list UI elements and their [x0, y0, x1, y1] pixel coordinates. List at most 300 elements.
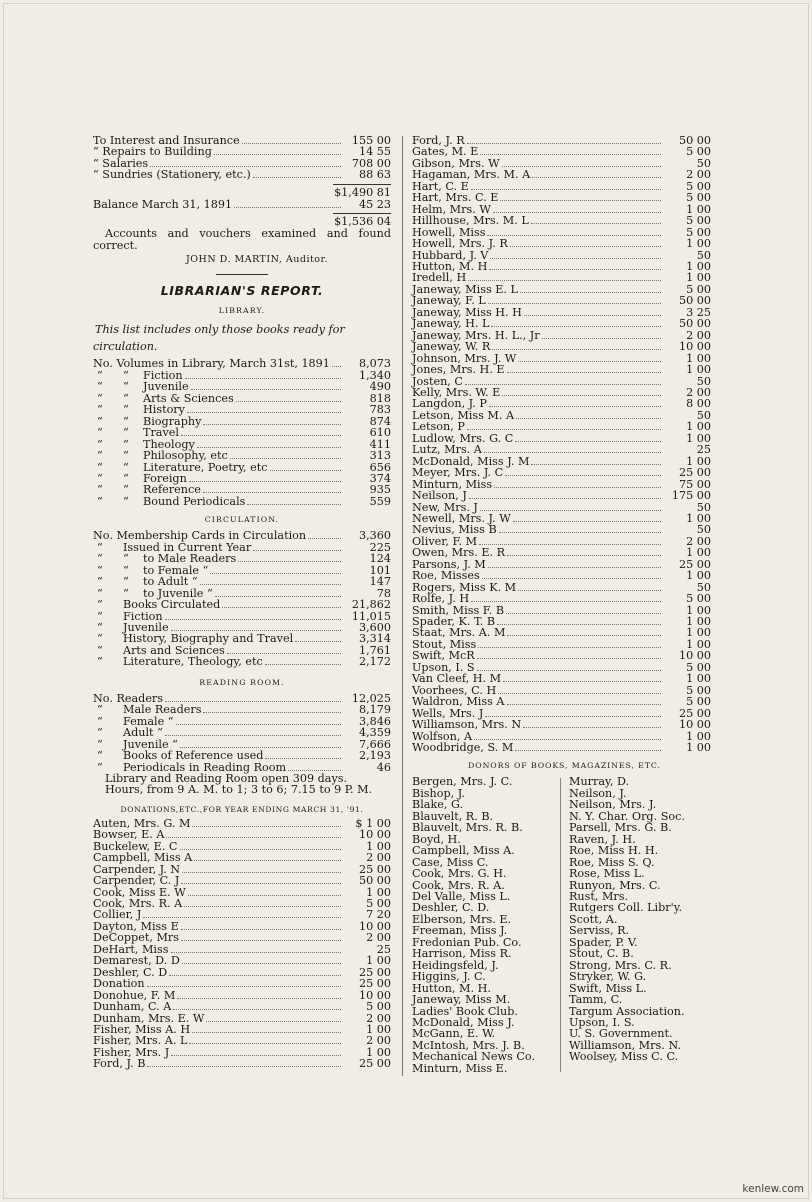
ditto-mark: “: [97, 494, 103, 508]
donation-row-amount: 5 00: [686, 683, 711, 697]
reading-room-row-text: Juvenile “: [123, 737, 178, 751]
leader-dots: [169, 967, 341, 976]
reading-room-heading: READING ROOM.: [199, 677, 285, 687]
donation-row-text: McDonald, Miss J. M: [412, 454, 530, 468]
circulation-row-label: [93, 656, 263, 667]
leader-dots: [516, 410, 661, 419]
reading-room-row-text: Male Readers: [123, 703, 202, 717]
donation-row-text: Letson, Miss M. A: [412, 408, 515, 422]
leader-dots: [206, 1013, 341, 1022]
donation-row-text: Owen, Mrs. E. R: [412, 546, 506, 560]
donation-row-amount: 5 00: [686, 191, 711, 205]
leader-dots: [185, 370, 341, 379]
left-column: [93, 135, 391, 1070]
reading-room-row-text: Adult “: [123, 726, 163, 740]
leader-dots: [182, 955, 341, 964]
leader-dots: [200, 576, 341, 585]
donation-row-text: Demarest, D. D: [93, 954, 180, 968]
library-row: [93, 404, 391, 415]
account-row-text: “ Salaries: [93, 156, 149, 170]
account-row-text: “ Repairs to Building: [93, 145, 212, 159]
donation-row-amount: 2 00: [686, 534, 711, 548]
donation-row-text: Hubbard, J. V: [412, 248, 489, 262]
leader-dots: [485, 708, 661, 717]
donor-name: Upson, I. S.: [569, 1015, 635, 1029]
ditto-mark: “: [97, 414, 103, 428]
donor-name: Raven, J. H.: [569, 832, 636, 846]
leader-dots: [236, 393, 341, 402]
leader-dots: [468, 272, 661, 281]
donation-row-text: New, Mrs. J: [412, 500, 478, 514]
leader-dots: [487, 227, 661, 236]
donation-row-text: Spader, K. T. B: [412, 615, 496, 629]
ditto-mark: “: [97, 586, 103, 600]
donor-name: Deshler, C. D.: [412, 901, 490, 915]
leader-dots: [242, 135, 341, 144]
leader-dots: [469, 490, 661, 499]
leader-dots: [191, 381, 341, 390]
donation-row-amount: 1 00: [686, 202, 711, 216]
donor-name: McIntosh, Mrs. J. B.: [412, 1038, 525, 1052]
library-row-amount: 411: [369, 437, 391, 451]
donation-row-text: Wells, Mrs. J: [412, 706, 484, 720]
leader-dots: [484, 444, 661, 453]
leader-dots: [480, 146, 661, 155]
donation-row-text: Rolfe, J. H: [412, 592, 470, 606]
circulation-row: [93, 542, 391, 553]
donors-divider: [560, 778, 561, 1072]
donation-row-amount: 50: [696, 408, 711, 422]
donation-row-amount: 2 00: [686, 168, 711, 182]
donor-name: Spader, P. V.: [569, 935, 638, 949]
circulation-row-text: to Female “: [143, 563, 209, 577]
donation-row-amount: 1 00: [366, 885, 391, 899]
leader-dots: [480, 502, 661, 511]
report-title: LIBRARIAN'S REPORT.: [160, 283, 324, 299]
leader-dots: [492, 341, 661, 350]
leader-dots: [490, 250, 661, 259]
library-row-text: Arts & Sciences: [143, 391, 234, 405]
donation-row-label: [412, 742, 513, 753]
leader-dots: [478, 639, 661, 648]
reading-room-row-amount: 3,846: [358, 714, 391, 728]
donation-row-amount: 5 00: [686, 214, 711, 228]
leader-dots: [171, 1047, 341, 1056]
leader-dots: [515, 742, 661, 751]
donation-row-amount: 7 20: [366, 908, 391, 922]
donor-name: McDonald, Miss J.: [412, 1015, 515, 1029]
subtotal-rule: [333, 184, 391, 185]
ditto-mark: “: [97, 643, 103, 657]
donation-row-text: Auten, Mrs. G. M: [93, 816, 191, 830]
leader-dots: [482, 570, 661, 579]
donation-row-amount: 1 00: [686, 363, 711, 377]
donor-name: Stout, C. B.: [569, 947, 634, 961]
donation-row-text: Meyer, Mrs. J. C: [412, 466, 504, 480]
ditto-mark: “: [97, 737, 103, 751]
donation-row-text: Buckelew, E. C: [93, 839, 178, 853]
leader-dots: [467, 135, 661, 144]
donation-row-amount: 50: [696, 248, 711, 262]
donor-name: Blauvelt, Mrs. R. B.: [412, 821, 523, 835]
donor-name: Boyd, H.: [412, 832, 461, 846]
leader-dots: [500, 192, 661, 201]
donation-row-text: Dunham, C. A: [93, 1000, 172, 1014]
donation-row-text: Jones, Mrs. H. E: [412, 363, 505, 377]
donor-name: Higgins, J. C.: [412, 970, 486, 984]
right-column: [412, 135, 711, 1076]
leader-dots: [477, 650, 661, 659]
ditto-mark: “: [123, 483, 129, 497]
ditto-mark: “: [123, 426, 129, 440]
donation-row-text: Janeway, H. L: [412, 317, 490, 331]
donation-row-text: Fisher, Mrs. J: [93, 1045, 170, 1059]
ditto-mark: “: [97, 449, 103, 463]
donor-name: Blauvelt, R. B.: [412, 809, 494, 823]
donation-row-amount: 1 00: [686, 259, 711, 273]
section-rule: [216, 274, 268, 275]
circulation-row: [93, 553, 391, 564]
donation-row-amount: 1 00: [366, 1045, 391, 1059]
donation-row-text: Helm, Mrs. W: [412, 202, 491, 216]
donation-row-amount: 25 00: [358, 862, 391, 876]
donation-row-text: Upson, I. S: [412, 660, 475, 674]
balance-row: [93, 199, 391, 210]
library-heading: LIBRARY.: [218, 306, 266, 316]
leader-dots: [507, 364, 661, 373]
donor-name: Hutton, M. H.: [412, 981, 491, 995]
reading-room-row-text: Periodicals in Reading Room: [123, 760, 287, 774]
donor-name: Murray, D.: [569, 775, 630, 789]
library-row-text: Reference: [143, 483, 201, 497]
donation-row-text: Lutz, Mrs. A: [412, 443, 482, 457]
library-row-text: Literature, Poetry, etc: [143, 460, 268, 474]
donation-row-amount: 2 00: [366, 851, 391, 865]
leader-dots: [222, 599, 341, 608]
ditto-mark: “: [97, 403, 103, 417]
leader-dots: [188, 887, 341, 896]
auditor-signature: JOHN D. MARTIN, Auditor.: [185, 254, 329, 266]
donation-row-amount: 1 00: [366, 1023, 391, 1037]
leader-dots: [147, 978, 341, 987]
library-row-text: Philosophy, etc: [143, 449, 228, 463]
donation-row-amount: 5 00: [686, 282, 711, 296]
leader-dots: [502, 387, 661, 396]
donation-row-amount: 5 00: [686, 145, 711, 159]
donation-row-amount: 50: [696, 500, 711, 514]
leader-dots: [189, 1035, 341, 1044]
donation-row-text: Hillhouse, Mrs. M. L: [412, 214, 529, 228]
reading-room-row-amount: 8,179: [358, 703, 391, 717]
donation-row-amount: 1 00: [686, 420, 711, 434]
donation-row-amount: 2 00: [366, 1034, 391, 1048]
circulation-row-text: Books Circulated: [123, 598, 221, 612]
donation-row-text: Josten, C: [412, 374, 463, 388]
donation-row: [412, 742, 711, 753]
library-row: [93, 416, 391, 427]
library-row-amount: 374: [369, 471, 391, 485]
circulation-row-text: Juvenile: [123, 620, 169, 634]
leader-dots: [513, 513, 661, 522]
leader-dots: [507, 627, 661, 636]
donation-row-text: Collier, J: [93, 908, 142, 922]
donor-name: Targum Association.: [569, 1004, 685, 1018]
donations-heading: DONATIONS,ETC.,FOR YEAR ENDING MARCH 31, '91.: [120, 804, 364, 814]
accounts-list: [93, 135, 391, 181]
leader-dots: [332, 358, 341, 367]
leader-dots: [166, 829, 341, 838]
ditto-mark: “: [97, 483, 103, 497]
circulation-row-amount: 1,761: [358, 643, 391, 657]
leader-dots: [165, 727, 341, 736]
donation-row-amount: 50: [696, 156, 711, 170]
account-row-amount: 708 00: [351, 156, 391, 170]
leader-dots: [265, 750, 341, 759]
library-row-text: Travel: [143, 426, 179, 440]
leader-dots: [230, 450, 341, 459]
donor-name: Roe, Miss S. Q.: [569, 855, 655, 869]
donation-row-amount: 25: [696, 443, 711, 457]
ditto-mark: “: [97, 460, 103, 474]
ditto-mark: “: [97, 760, 103, 774]
leader-dots: [488, 559, 661, 568]
account-row-amount: 88 63: [358, 168, 391, 182]
donation-row-amount: 25 00: [358, 977, 391, 991]
donor-name: Parsell, Mrs. G. B.: [569, 821, 672, 835]
donor-name: Williamson, Mrs. N.: [569, 1038, 681, 1052]
donor-name: Neilson, J.: [569, 786, 627, 800]
circulation-list: [93, 530, 391, 667]
donors-column-1: [412, 776, 535, 1074]
account-row-label: [93, 169, 251, 180]
ditto-mark: “: [97, 632, 103, 646]
donor-name: Rutgers Coll. Libr'y.: [569, 901, 683, 915]
library-row-amount: 818: [369, 391, 391, 405]
ditto-mark: “: [123, 563, 129, 577]
library-row-amount: 935: [369, 483, 391, 497]
accounts-grand-total: $1,536 04: [334, 215, 391, 229]
donor-name: Case, Miss C.: [412, 855, 489, 869]
donation-row-amount: 25 00: [358, 965, 391, 979]
donation-row-text: Williamson, Mrs. N: [412, 718, 522, 732]
leader-dots: [507, 696, 662, 705]
donor-name: Roe, Miss H. H.: [569, 844, 659, 858]
donation-row-text: Nevius, Miss B: [412, 523, 497, 537]
donation-row-text: Hart, C. E: [412, 179, 469, 193]
leader-dots: [214, 146, 341, 155]
leader-dots: [203, 416, 341, 425]
donor-name: Rose, Miss L.: [569, 867, 645, 881]
donation-row-amount: 1 00: [686, 271, 711, 285]
library-row-text: Juvenile: [143, 380, 189, 394]
library-row-text: Foreign: [143, 471, 187, 485]
leader-dots: [181, 921, 341, 930]
donor-name: N. Y. Char. Org. Soc.: [569, 809, 685, 823]
donation-row-amount: 25 00: [678, 557, 711, 571]
ditto-mark: “: [123, 414, 129, 428]
library-row-amount: 559: [369, 494, 391, 508]
donation-row-amount: 2 00: [366, 931, 391, 945]
donation-row-text: Kelly, Mrs. W. E: [412, 385, 501, 399]
donation-row-text: Oliver, F. M: [412, 534, 478, 548]
donation-row-text: Janeway, F. L: [412, 294, 486, 308]
donor-name: Campbell, Miss A.: [412, 844, 515, 858]
circulation-row-amount: 3,600: [358, 620, 391, 634]
donation-row-text: Letson, P: [412, 420, 465, 434]
donation-row-text: Howell, Mrs. J. R: [412, 237, 508, 251]
library-note: This list includes only those books ready for circulation.: [93, 323, 345, 354]
leader-dots: [498, 685, 661, 694]
ditto-mark: “: [97, 563, 103, 577]
account-row-amount: 14 55: [358, 145, 391, 159]
leader-dots: [491, 318, 661, 327]
ditto-mark: “: [97, 368, 103, 382]
leader-dots: [518, 582, 661, 591]
leader-dots: [493, 204, 661, 213]
leader-dots: [467, 421, 661, 430]
accounts-subtotal: $1,490 81: [334, 185, 391, 199]
ditto-mark: “: [123, 391, 129, 405]
leader-dots: [189, 473, 341, 482]
donor-name: Rust, Mrs.: [569, 890, 629, 903]
leader-dots: [505, 467, 661, 476]
leader-dots: [194, 852, 341, 861]
donor-name: Tamm, C.: [569, 993, 623, 1007]
donation-row-amount: 5 00: [686, 179, 711, 193]
donor-name: Cook, Mrs. R. A.: [412, 878, 505, 892]
leader-dots: [181, 932, 341, 941]
leader-dots: [265, 656, 341, 665]
leader-dots: [203, 704, 341, 713]
leader-dots: [477, 662, 661, 671]
ditto-mark: “: [97, 655, 103, 669]
donor-name: Blake, G.: [412, 798, 464, 812]
donation-row-text: Janeway, W. R: [412, 340, 491, 354]
donor-name: Swift, Miss L.: [569, 981, 647, 995]
ditto-mark: “: [123, 471, 129, 485]
circulation-row-amount: 147: [369, 575, 391, 589]
donor-name: Bishop, J.: [412, 786, 465, 800]
donation-row: [93, 1058, 391, 1069]
donation-row-amount: 1 00: [686, 511, 711, 525]
library-row-text: Theology: [143, 437, 195, 451]
library-row-amount: 1,340: [358, 368, 391, 382]
donation-row-amount: 25 00: [678, 706, 711, 720]
account-row-text: “ Sundries (Stationery, etc.): [93, 168, 251, 182]
library-row-text: Fiction: [143, 368, 183, 382]
ditto-mark: “: [97, 552, 103, 566]
donation-row-amount: 175 00: [671, 489, 711, 503]
donation-row-amount: 50: [696, 374, 711, 388]
watermark: kenlew.com: [742, 1183, 804, 1195]
library-row-text: No. Volumes in Library, March 31st, 1891: [93, 357, 330, 371]
donation-row-amount: 50: [696, 580, 711, 594]
donation-row-amount: 2 00: [366, 1011, 391, 1025]
donation-row-text: Deshler, C. D: [93, 965, 168, 979]
donation-row-text: Staat, Mrs. A. M: [412, 626, 506, 640]
leader-dots: [503, 673, 661, 682]
ditto-mark: “: [123, 552, 129, 566]
library-row-amount: 783: [369, 403, 391, 417]
donation-row-amount: 1 00: [686, 431, 711, 445]
leader-dots: [247, 496, 341, 505]
donation-row-amount: 5 00: [686, 592, 711, 606]
library-row-text: Biography: [143, 414, 202, 428]
donation-row-amount: 2 00: [686, 385, 711, 399]
donation-row-amount: 10 00: [678, 718, 711, 732]
donation-row-text: Hagaman, Mrs. M. A: [412, 168, 531, 182]
donation-row-amount: 25: [376, 942, 391, 956]
leader-dots: [489, 398, 661, 407]
donation-row-text: Carpender, J. N: [93, 862, 181, 876]
leader-dots: [494, 479, 661, 488]
donor-name: Freeman, Miss J.: [412, 924, 508, 938]
donation-row-amount: 5 00: [686, 695, 711, 709]
donation-row-amount: 10 00: [358, 988, 391, 1002]
donation-row-text: Waldron, Miss A: [412, 695, 505, 709]
donation-row-label: [93, 1058, 145, 1069]
leader-dots: [474, 731, 661, 740]
circulation-row: [93, 565, 391, 576]
donation-row-amount: $ 1 00: [355, 816, 391, 830]
circulation-row-text: Fiction: [123, 609, 163, 623]
circulation-row-amount: 124: [369, 552, 391, 566]
leader-dots: [465, 376, 661, 385]
donation-row-text: Gates, M. E: [412, 145, 479, 159]
library-row: [93, 496, 391, 507]
ditto-mark: “: [123, 403, 129, 417]
leader-dots: [180, 841, 342, 850]
donation-row-amount: 5 00: [686, 225, 711, 239]
leader-dots: [227, 645, 341, 654]
leader-dots: [270, 462, 341, 471]
donors-table: [412, 776, 711, 1076]
donation-row-text: Van Cleef, H. M: [412, 672, 502, 686]
donor-name: Runyon, Mrs. C.: [569, 878, 661, 892]
donation-row-text: Howell, Miss: [412, 225, 486, 239]
donation-row-amount: 1 00: [686, 615, 711, 629]
leader-dots: [523, 719, 661, 728]
library-row: [93, 473, 391, 484]
leader-dots: [253, 169, 341, 178]
circulation-row-text: Issued in Current Year: [123, 540, 252, 554]
donation-row-text: Wolfson, A: [412, 729, 473, 743]
donor-name: Harrison, Miss R.: [412, 947, 512, 961]
donation-row-text: Gibson, Mrs. W: [412, 156, 500, 170]
donation-row-amount: 10 00: [678, 340, 711, 354]
donation-row-text: DeHart, Miss: [93, 942, 169, 956]
leader-dots: [171, 944, 342, 953]
donation-row-text: Parsons, J. M: [412, 557, 486, 571]
donation-row-text: Voorhees, C. H: [412, 683, 497, 697]
ditto-mark: “: [123, 437, 129, 451]
library-list: [93, 358, 391, 507]
donor-name: Fredonian Pub. Co.: [412, 935, 522, 949]
account-row: [93, 169, 391, 180]
leader-dots: [479, 536, 661, 545]
library-row-text: Bound Periodicals: [143, 494, 246, 508]
donation-row-amount: 1 00: [686, 454, 711, 468]
circulation-row: [93, 656, 391, 667]
leader-dots: [515, 433, 661, 442]
circulation-row-amount: 225: [369, 540, 391, 554]
reading-room-row-amount: 12,025: [351, 691, 391, 705]
donor-name: Stryker, W. G.: [569, 970, 647, 984]
ditto-mark: “: [97, 749, 103, 763]
donation-row-amount: 2 00: [686, 328, 711, 342]
reading-room-row-amount: 46: [376, 760, 391, 774]
ditto-mark: “: [97, 380, 103, 394]
